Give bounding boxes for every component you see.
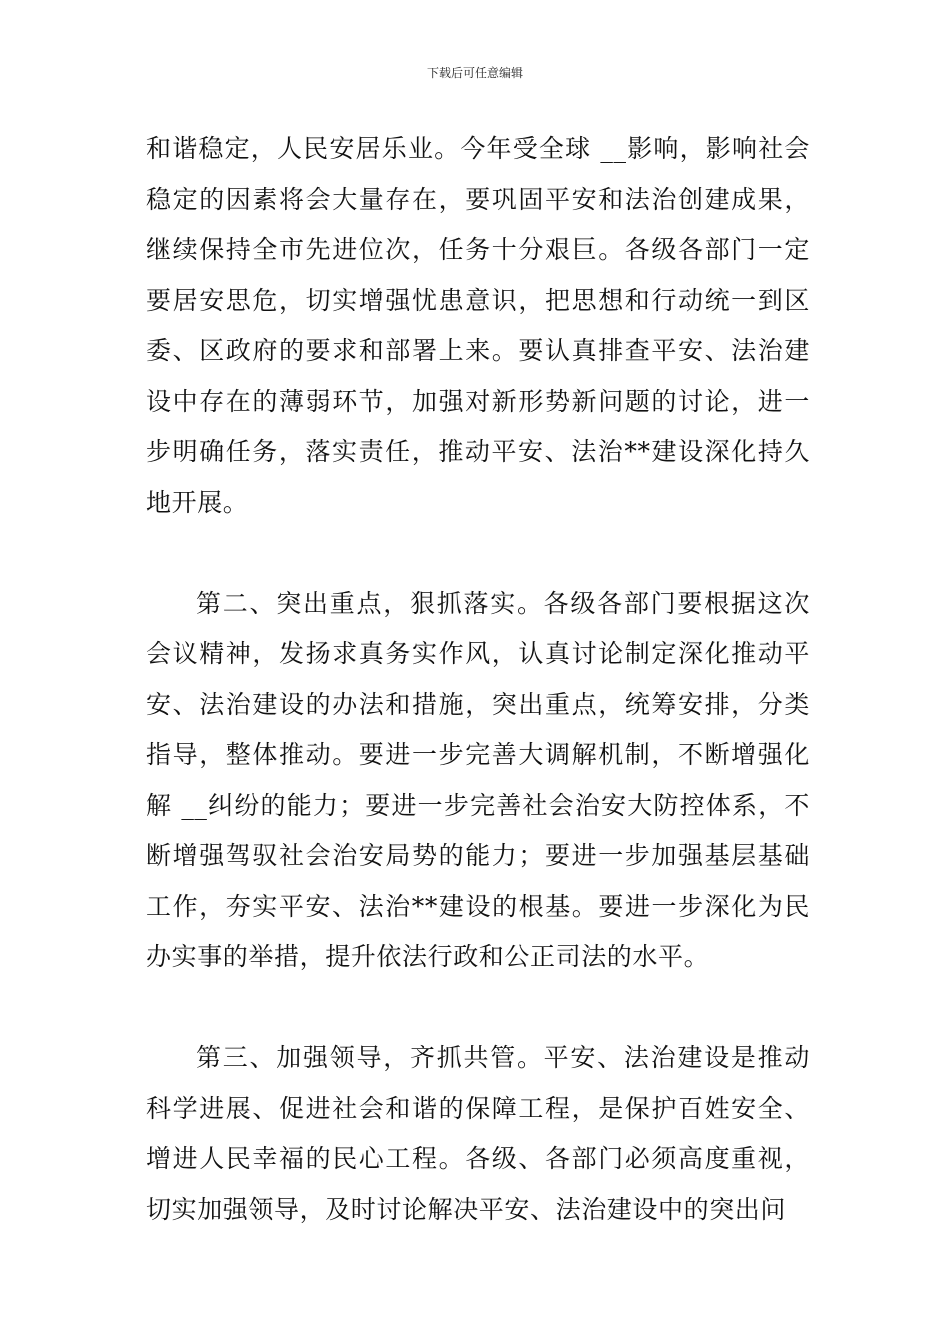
paragraph-1: 和谐稳定，人民安居乐业。今年受全球 __影响，影响社会稳定的因素将会大量存在，要巩固平安和法治创建成果，继续保持全市先进位次，任务十分艰巨。各级各部门一定要居安思危，切实增强忧患意识，把思想和行动统一到区委、区政府的要求和部署上来。要认真排查平安、法治建设中存在的薄弱环节，加强对新形势新问题的讨论，进一步明确任务，落实责任，推动平安、法治**建设深化持久地开展。: [146, 134, 810, 517]
paragraph-gap: [146, 528, 810, 579]
page-header: 下载后可任意编辑: [426, 66, 523, 80]
document-body: [146, 124, 810, 1235]
paragraph-3: 第三、加强领导，齐抓共管。平安、法治建设是推动科学进展、促进社会和谐的保障工程，是保护百姓安全、增进人民幸福的民心工程。各级、各部门必须高度重视，切实加强领导，及时讨论解决平安、法治建设中的突出问: [146, 1043, 810, 1224]
paragraph-gap: [146, 983, 810, 1034]
paragraph-2: 第二、突出重点，狠抓落实。各级各部门要根据这次会议精神，发扬求真务实作风，认真讨论制定深化推动平安、法治建设的办法和措施，突出重点，统筹安排，分类指导，整体推动。要进一步完善大调解机制，不断增强化解 __纠纷的能力；要进一步完善社会治安大防控体系，不断增强驾驭社会治安局势的能力；要进一步加强基层基础工作，夯实平安、法治**建设的根基。要进一步深化为民办实事的举措，提升依法行政和公正司法的水平。: [146, 588, 810, 971]
